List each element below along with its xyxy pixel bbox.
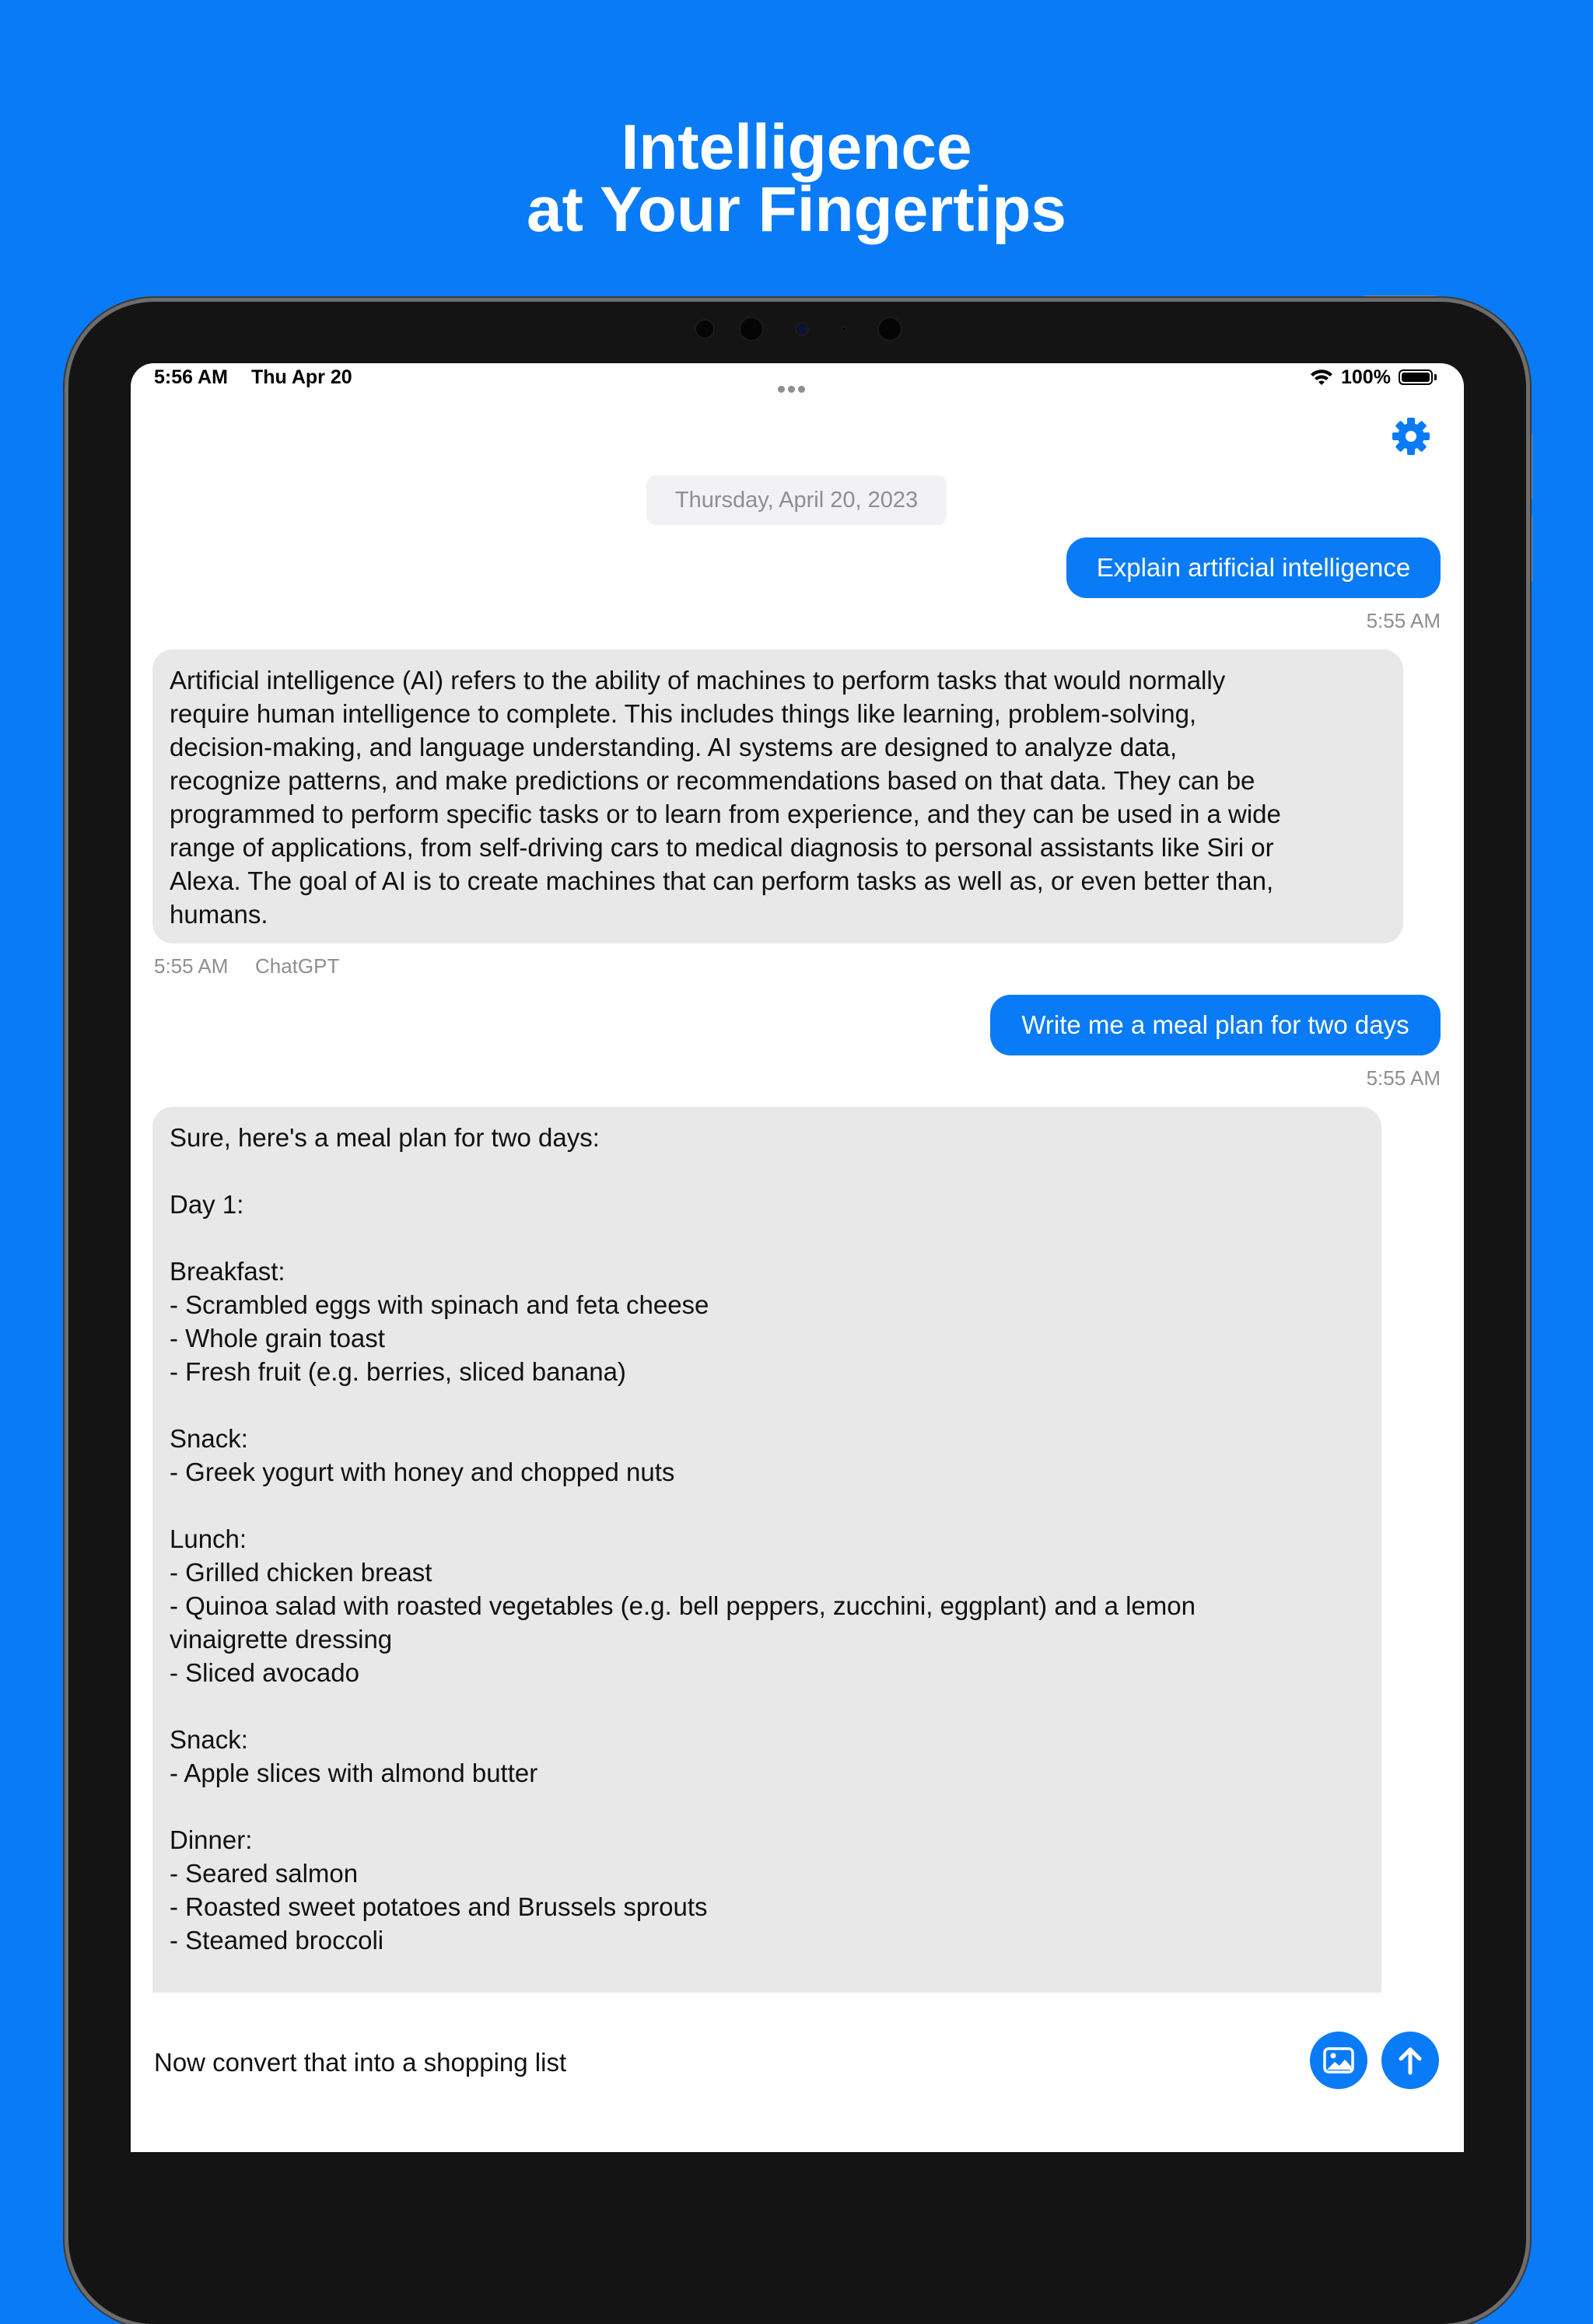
- message-sender: ChatGPT: [255, 954, 340, 978]
- battery-icon: [1399, 369, 1433, 385]
- blank-line: [170, 1154, 1364, 1188]
- assistant-message-bubble[interactable]: [152, 1107, 1381, 2025]
- message-line: Breakfast:: [170, 1257, 285, 1286]
- message-line: vinaigrette dressing: [170, 1625, 393, 1654]
- message-line: - Sliced avocado: [170, 1658, 359, 1687]
- message-line: Lunch:: [170, 1524, 247, 1553]
- sensor-dot: [841, 326, 847, 332]
- blank-line: [170, 1790, 1364, 1823]
- message-line: Snack:: [170, 1424, 248, 1453]
- arrow-up-icon: [1397, 2046, 1423, 2075]
- message-line: range of applications, from self-driving cars to medical diagnosis to personal assistants like Siri or: [170, 833, 1274, 862]
- message-line: Day 1:: [170, 1190, 244, 1219]
- gear-icon[interactable]: [1391, 416, 1431, 457]
- message-timestamp: 5:55 AM: [1366, 609, 1441, 632]
- message-line: humans.: [170, 900, 268, 929]
- battery-tip: [1434, 374, 1437, 380]
- message-line: - Roasted sweet potatoes and Brussels sprouts: [170, 1892, 708, 1921]
- multitasking-dots-icon[interactable]: [778, 376, 808, 398]
- blank-line: [170, 1689, 1364, 1723]
- photo-icon[interactable]: [1310, 2032, 1367, 2089]
- message-line: - Whole grain toast: [170, 1324, 385, 1353]
- wifi-icon: [1309, 368, 1334, 392]
- message-line: Sure, here's a meal plan for two days:: [170, 1123, 600, 1152]
- headline-line-1: Intelligence: [621, 112, 972, 183]
- front-camera: [795, 322, 809, 336]
- message-line: Alexa. The goal of AI is to create machines that can perform tasks as well as, or even better than,: [170, 866, 1274, 895]
- message-line: - Steamed broccoli: [170, 1926, 384, 1955]
- message-line: - Grilled chicken breast: [170, 1558, 432, 1587]
- message-line: decision-making, and language understanding. AI systems are designed to analyze data,: [170, 733, 1178, 761]
- message-line: - Seared salmon: [170, 1859, 359, 1888]
- message-line: require human intelligence to complete. This includes things like learning, problem-solving,: [170, 699, 1197, 728]
- message-line: recognize patterns, and make predictions or recommendations based on that data. They can be: [170, 766, 1255, 795]
- sensor-dot: [695, 319, 715, 339]
- message-line: programmed to perform specific tasks or to learn from experience, and they can be used in a wide: [170, 800, 1281, 828]
- blank-line: [170, 1489, 1364, 1522]
- battery-percentage: 100%: [1341, 366, 1391, 388]
- message-line: Dinner:: [170, 1825, 253, 1854]
- status-bar: [131, 363, 1464, 394]
- composer-bar: [131, 1993, 1464, 2152]
- sensor-dot: [739, 317, 764, 341]
- message-timestamp: 5:55 AM: [1366, 1066, 1441, 1090]
- status-time: 5:56 AM: [154, 366, 228, 388]
- message-line: - Quinoa salad with roasted vegetables (e.g. bell peppers, zucchini, eggplant) and a lemon: [170, 1591, 1196, 1620]
- date-separator: Thursday, April 20, 2023: [646, 475, 947, 525]
- send-button[interactable]: [1381, 2032, 1439, 2089]
- user-message-bubble[interactable]: Explain artificial intelligence: [1066, 537, 1441, 598]
- headline-line-2: at Your Fingertips: [526, 174, 1067, 245]
- message-line: - Scrambled eggs with spinach and feta cheese: [170, 1290, 709, 1319]
- sensor-dot: [877, 317, 902, 341]
- message-line: - Greek yogurt with honey and chopped nuts: [170, 1458, 675, 1486]
- blank-line: [170, 1221, 1364, 1255]
- blank-line: [170, 1388, 1364, 1422]
- message-line: - Apple slices with almond butter: [170, 1759, 538, 1787]
- message-line: - Fresh fruit (e.g. berries, sliced banana): [170, 1357, 626, 1386]
- message-input[interactable]: [154, 2039, 1305, 2086]
- assistant-message-bubble[interactable]: [152, 649, 1403, 943]
- marketing-headline: [0, 112, 1593, 245]
- app-screen: [131, 363, 1464, 2152]
- status-date: Thu Apr 20: [251, 366, 352, 388]
- message-timestamp: 5:55 AM: [154, 954, 229, 978]
- user-message-bubble[interactable]: Write me a meal plan for two days: [990, 995, 1441, 1055]
- message-line: Snack:: [170, 1725, 248, 1754]
- message-line: Artificial intelligence (AI) refers to the ability of machines to perform tasks that would normally: [170, 666, 1226, 695]
